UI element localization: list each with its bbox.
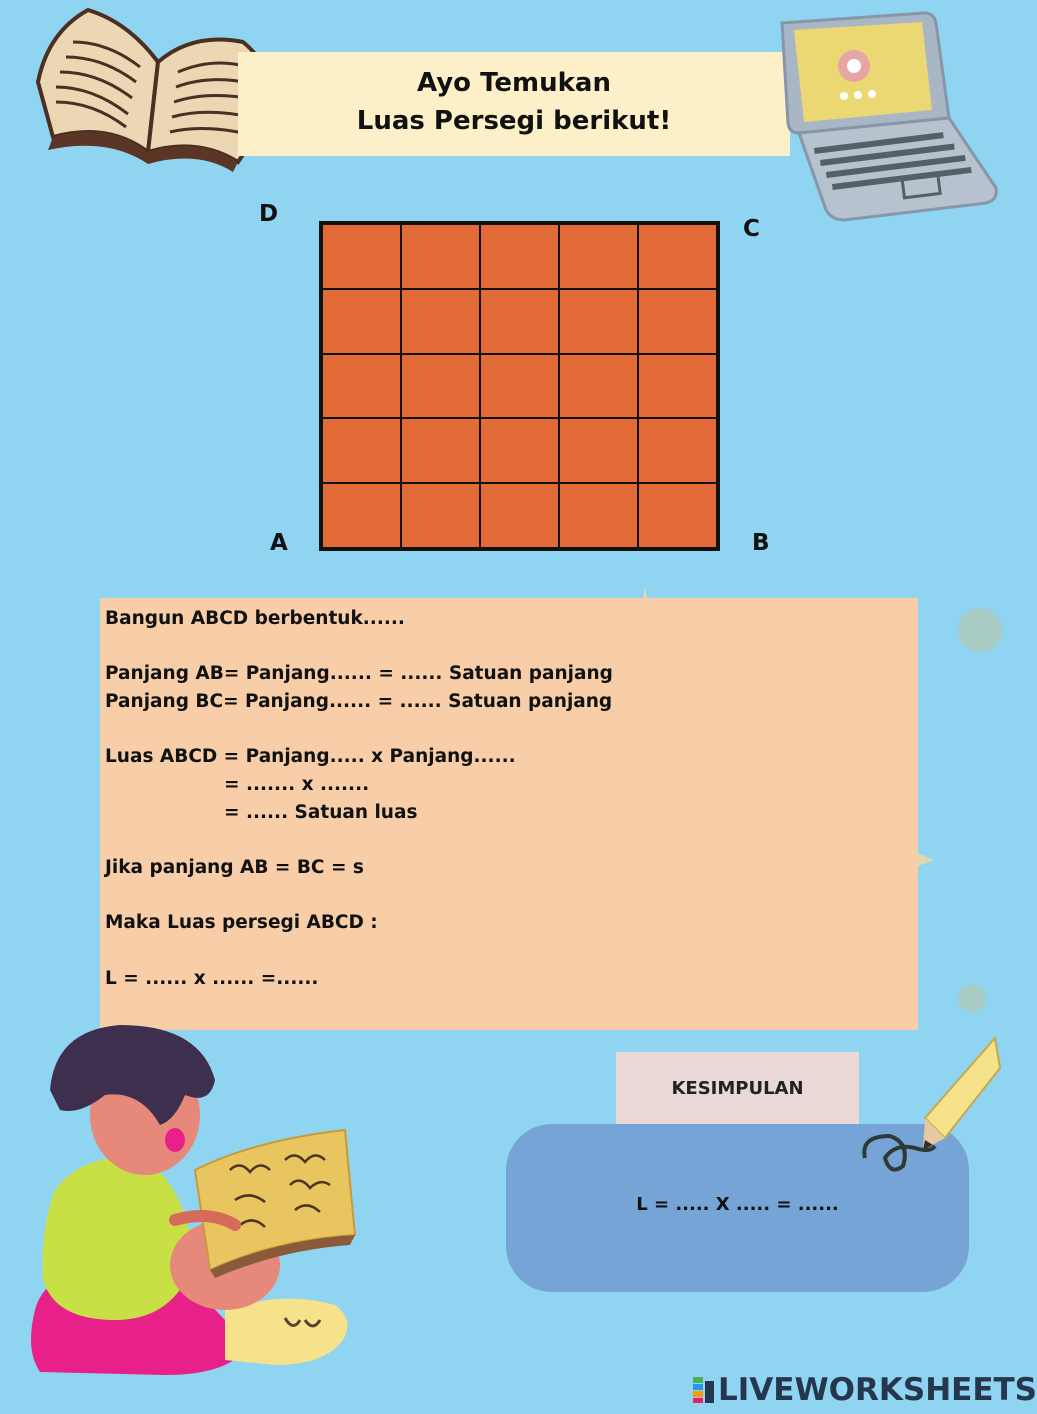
vertex-label-d: D (259, 201, 279, 227)
question-length-bc: Panjang BC= Panjang...... = ...... Satuan panjang (105, 691, 613, 712)
statement-side-s: Jika panjang AB = BC = s (105, 857, 364, 878)
grid-cell (401, 224, 480, 289)
grid-cell (480, 224, 559, 289)
grid-cell (480, 483, 559, 548)
page-title-line-1: Ayo Temukan (417, 68, 611, 98)
grid-cell (638, 289, 717, 354)
title-banner (238, 52, 790, 156)
vertex-label-c: C (743, 216, 760, 242)
grid-cell (401, 483, 480, 548)
grid-cell (480, 354, 559, 419)
grid-cell (322, 224, 401, 289)
question-area-multiply: = ....... x ....... (224, 774, 370, 795)
area-answer-formula: L = ...... x ...... =...... (105, 968, 319, 989)
grid-cell (480, 289, 559, 354)
square-grid (319, 221, 720, 551)
grid-cell (559, 483, 638, 548)
question-length-ab: Panjang AB= Panjang...... = ...... Satuan panjang (105, 663, 613, 684)
liveworksheets-brand: LIVEWORKSHEETS (718, 1372, 1037, 1408)
grid-cell (322, 483, 401, 548)
grid-cell (401, 354, 480, 419)
grid-cell (322, 289, 401, 354)
grid-cell (401, 289, 480, 354)
grid-cell (322, 418, 401, 483)
liveworksheets-logo-icon (693, 1377, 715, 1403)
vertex-label-a: A (270, 530, 288, 556)
grid-cell (559, 289, 638, 354)
grid-cell (559, 354, 638, 419)
grid-cell (322, 354, 401, 419)
question-area-result: = ...... Satuan luas (224, 802, 418, 823)
grid-cell (638, 224, 717, 289)
grid-cell (480, 418, 559, 483)
laptop-icon (774, 8, 1000, 224)
worksheet-panel (100, 598, 918, 1030)
grid-cell (638, 483, 717, 548)
grid-cell (559, 224, 638, 289)
conclusion-formula: L = ..... X ..... = ...... (636, 1194, 839, 1215)
grid-cell (559, 418, 638, 483)
conclusion-label: KESIMPULAN (616, 1052, 859, 1124)
question-shape: Bangun ABCD berbentuk...... (105, 608, 405, 629)
grid-cell (638, 418, 717, 483)
grid-cell (638, 354, 717, 419)
vertex-label-b: B (752, 530, 770, 556)
statement-area-square: Maka Luas persegi ABCD : (105, 912, 378, 933)
page-title-line-2: Luas Persegi berikut! (356, 106, 672, 136)
grid-cell (401, 418, 480, 483)
question-area-formula: Luas ABCD = Panjang..... x Panjang...... (105, 746, 516, 767)
child-reading-illustration (25, 1020, 365, 1380)
pencil-icon (855, 1028, 1000, 1178)
